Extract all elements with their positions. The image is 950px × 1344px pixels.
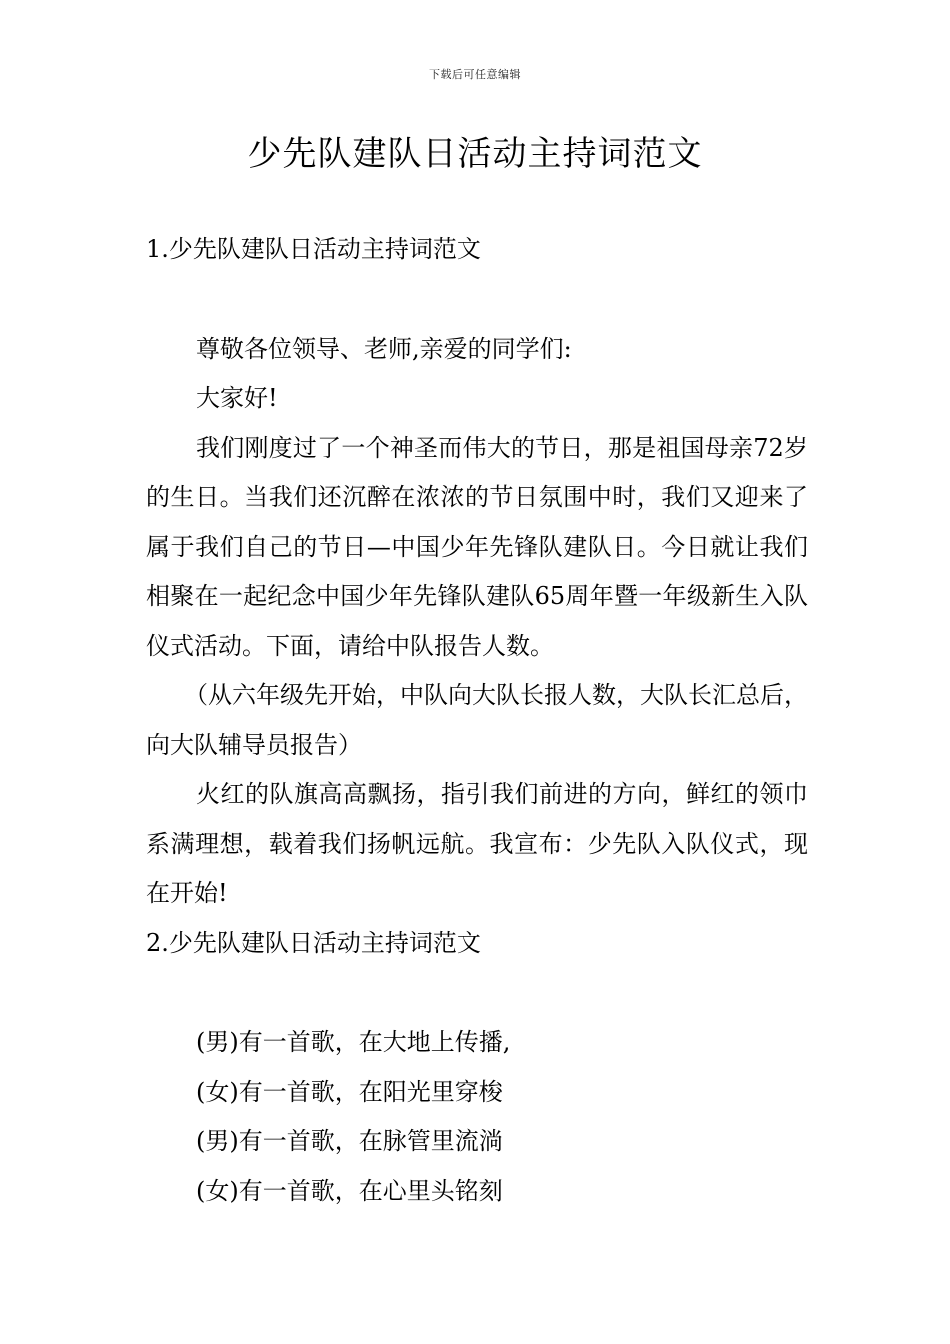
spacer (146, 275, 808, 325)
paragraph-intro: 我们刚度过了一个神圣而伟大的节日，那是祖国母亲72岁的生日。当我们还沉醉在浓浓的节日氛围中时，我们又迎来了属于我们自己的节日—中国少年先锋队建队日。今日就让我们相聚在一起纪念中国少年先锋队建队65周年暨一年级新生入队仪式活动。下面，请给中队报告人数。 (146, 433, 808, 660)
paragraph-greeting: 尊敬各位领导、老师,亲爱的同学们: (196, 334, 572, 363)
paragraph-line: (男)有一首歌，在大地上传播, (196, 1028, 511, 1056)
header-note: 下载后可任意编辑 (429, 68, 521, 81)
paragraph-line: (女)有一首歌，在心里头铭刻 (196, 1176, 503, 1205)
document-title: 少先队建队日活动主持词范文 (247, 134, 703, 174)
paragraph-line: (女)有一首歌，在阳光里穿梭 (196, 1077, 503, 1106)
paragraph-line: (男)有一首歌，在脉管里流淌 (196, 1127, 503, 1155)
paragraph-hello: 大家好! (196, 384, 278, 412)
spacer (146, 968, 808, 1018)
section-heading-1: 1.少先队建队日活动主持词范文 (146, 235, 481, 263)
section-heading-2: 2.少先队建队日活动主持词范文 (146, 928, 481, 957)
document-body (146, 225, 808, 1216)
paragraph-report-note: （从六年级先开始，中队向大队长报人数，大队长汇总后，向大队辅导员报告） (146, 681, 808, 759)
paragraph-announcement: 火红的队旗高高飘扬，指引我们前进的方向，鲜红的领巾系满理想，载着我们扬帆远航。我宣布：少先队入队仪式，现在开始! (146, 780, 808, 907)
